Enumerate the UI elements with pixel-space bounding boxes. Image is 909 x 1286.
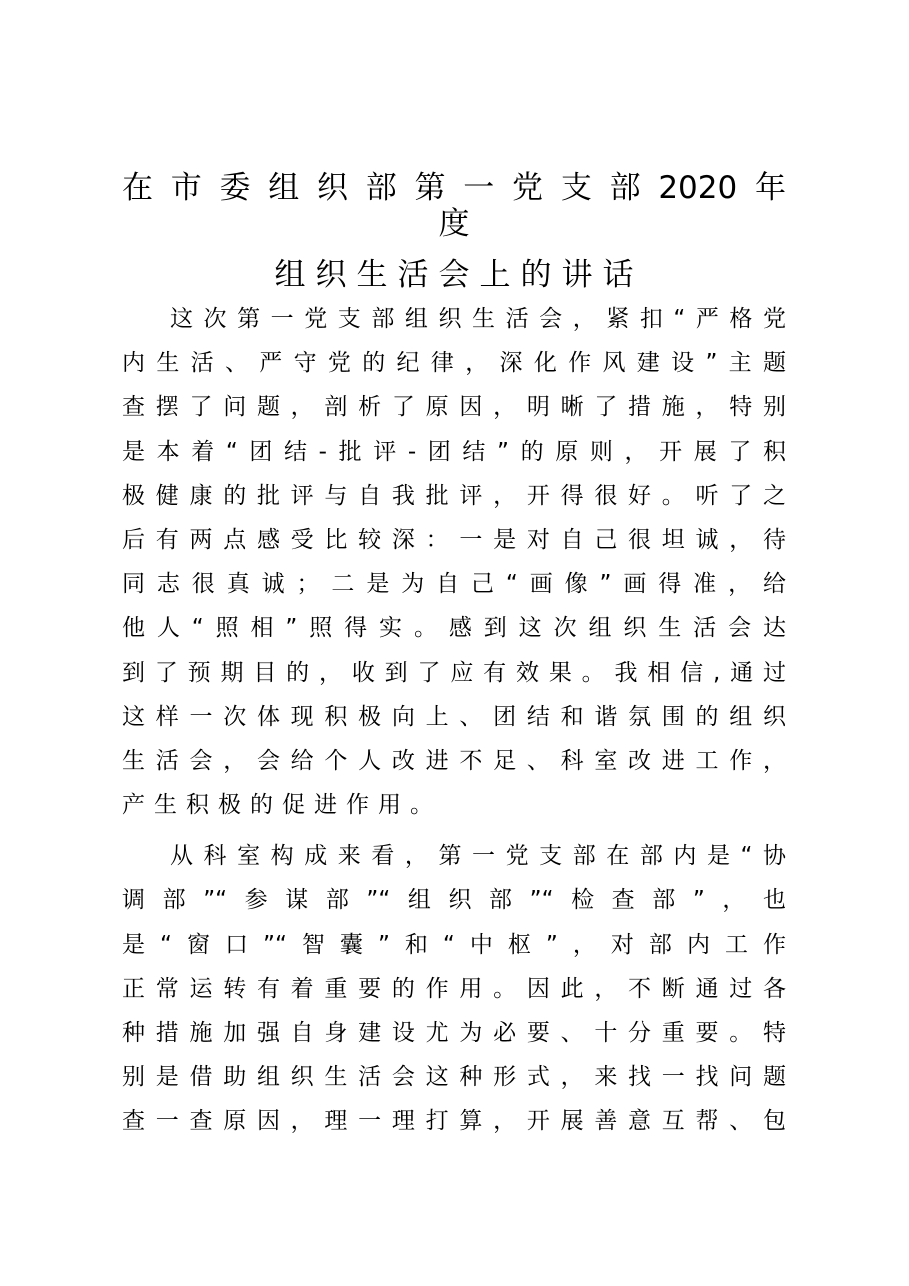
title-line-2: 度: [438, 206, 470, 242]
paragraph-line: 到了预期目的，收到了应有效果。我相信,通过: [122, 659, 786, 686]
paragraph-line: 他人“照相”照得实。感到这次组织生活会达: [122, 615, 786, 642]
paragraph-gap: [122, 827, 786, 834]
paragraph-2: [122, 834, 786, 1143]
paragraph-line: 这样一次体现积极向上、团结和谐氛围的组织: [122, 703, 786, 730]
document-title: [122, 166, 786, 298]
document-body: [122, 297, 786, 1144]
paragraph-line: 产生积极的促进作用。: [122, 792, 442, 819]
paragraph-line: 内生活、严守党的纪律，深化作风建设”主题: [122, 350, 786, 377]
paragraph-line: 生活会，会给个人改进不足、科室改进工作，: [122, 747, 786, 774]
paragraph-line: 是本着“团结-批评-团结”的原则，开展了积: [122, 438, 786, 465]
paragraph-1: [122, 297, 786, 827]
paragraph-line: 后有两点感受比较深：一是对自己很坦诚，待: [122, 526, 786, 553]
paragraph-line: 从科室构成来看，第一党支部在部内是“协: [170, 843, 786, 870]
paragraph-line: 种措施加强自身建设尤为必要、十分重要。特: [122, 1020, 786, 1046]
paragraph-line: 极健康的批评与自我批评，开得很好。听了之: [122, 482, 786, 509]
paragraph-line: 查摆了问题，剖析了原因，明晰了措施，特别: [122, 394, 786, 421]
paragraph-line: 是“窗口”“智囊”和“中枢”，对部内工作: [122, 931, 786, 958]
paragraph-line: 调部”“参谋部”“组织部”“检查部”，也: [122, 887, 786, 914]
paragraph-line: 这次第一党支部组织生活会，紧扣“严格党: [170, 306, 786, 332]
paragraph-line: 同志很真诚；二是为自己“画像”画得准，给: [122, 571, 786, 598]
title-line-1: 在市委组织部第一党支部2020年: [122, 170, 786, 206]
title-line-3: 组织生活会上的讲话: [274, 257, 644, 293]
paragraph-line: 查一查原因，理一理打算，开展善意互帮、包: [122, 1108, 786, 1135]
paragraph-line: 别是借助组织生活会这种形式，来找一找问题: [122, 1064, 786, 1091]
paragraph-line: 正常运转有着重要的作用。因此，不断通过各: [122, 975, 786, 1002]
